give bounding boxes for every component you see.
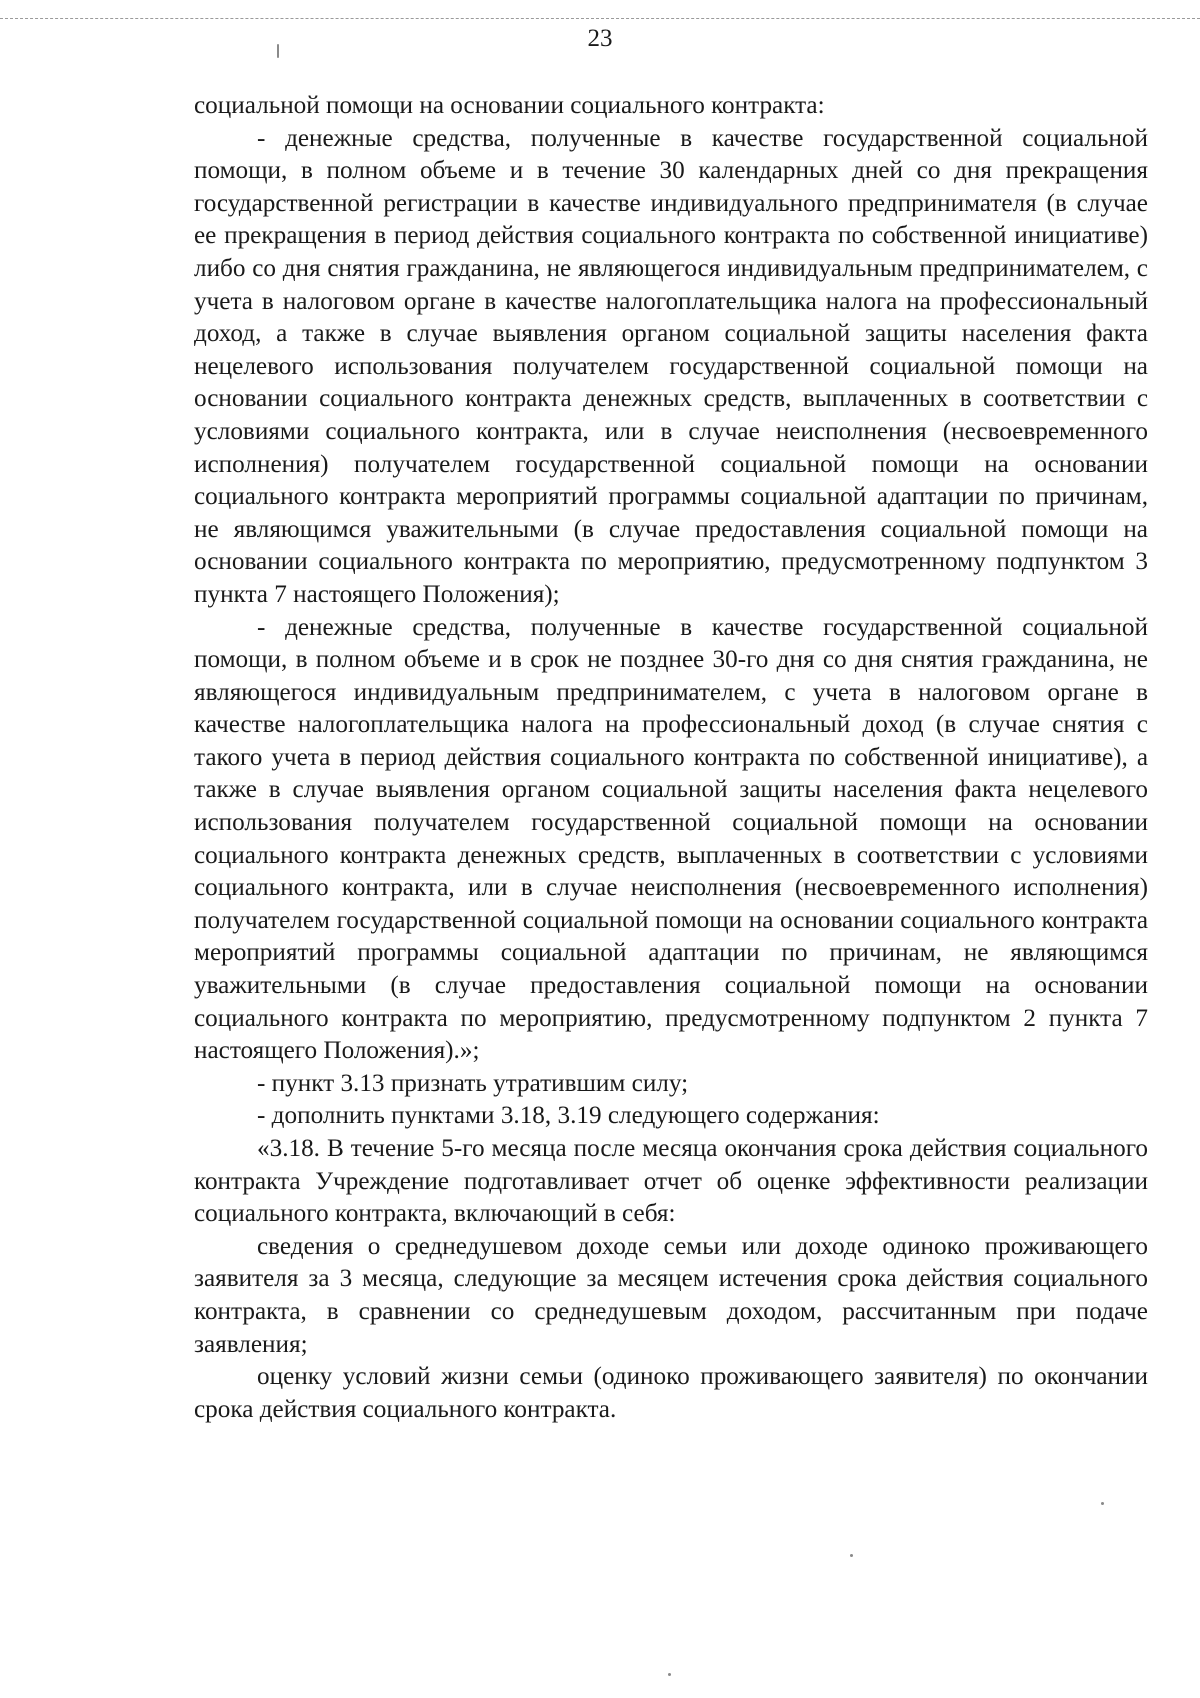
document-body [194, 90, 1148, 1426]
paragraph-item-4: - дополнить пунктами 3.18, 3.19 следующего содержания: [257, 1102, 880, 1130]
scan-speck [850, 1554, 853, 1557]
scan-speck [668, 1673, 671, 1676]
paragraph-item-2: - денежные средства, полученные в качестве государственной социальной помощи, в полном объеме и в срок не позднее 30-го дня со дня снятия гражданина, не являющегося индивидуальным предпринимателем, с учета в налоговом органе в качестве налогоплательщика налога на профессиональный доход (в случае снятия с такого учета в период действия социального контракта по собственной инициативе), а также в случае выявления органом социальной защиты населения факта нецелевого использования получателем государственной социальной помощи на основании социального контракта денежных средств, выплаченных в соответствии с условиями социального контракта, или в случае неисполнения (несвоевременного исполнения) получателем государственной социальной помощи на основании социального контракта мероприятий программы социальной адаптации по причинам, не являющимся уважительными (в случае предоставления социальной помощи на основании социального контракта по мероприятию, предусмотренному подпунктом 2 пункта 7 настоящего Положения).»; [194, 613, 1148, 1065]
paragraph-income-info: сведения о среднедушевом доходе семьи или доходе одиноко проживающего заявителя за 3 месяца, следующие за месяцем истечения срока действия социального контракта, в сравнении со среднедушевым доходом, рассчитанным при подаче заявления; [194, 1232, 1148, 1358]
paragraph-clause-3-18: «3.18. В течение 5-го месяца после месяца окончания срока действия социального контракта Учреждение подготавливает отчет об оценке эффективности реализации социального контракта, включающий в себя: [194, 1135, 1148, 1228]
page-number: 23 [587, 25, 613, 52]
scan-speck [1101, 1502, 1104, 1505]
paragraph-living-conditions: оценку условий жизни семьи (одиноко проживающего заявителя) по окончании срока действия социального контракта. [194, 1363, 1148, 1423]
paragraph-item-3: - пункт 3.13 признать утратившим силу; [257, 1069, 689, 1097]
paragraph-continuation: социальной помощи на основании социального контракта: [194, 92, 825, 119]
scan-top-edge [0, 18, 1200, 19]
paragraph-item-1: - денежные средства, полученные в качестве государственной социальной помощи, в полном объеме и в течение 30 календарных дней со дня прекращения государственной регистрации в качестве индивидуального предпринимателя (в случае ее прекращения в период действия социального контракта по собственной инициативе) либо со дня снятия гражданина, не являющегося индивидуальным предпринимателем, с учета в налоговом органе в качестве налогоплательщика налога на профессиональный доход, а также в случае выявления органом социальной защиты населения факта нецелевого использования получателем государственной социальной помощи на основании социального контракта денежных средств, выплаченных в соответствии с условиями социального контракта, или в случае неисполнения (несвоевременного исполнения) получателем государственной социальной помощи на основании социального контракта мероприятий программы социальной адаптации по причинам, не являющимся уважительными (в случае предоставления социальной помощи на основании социального контракта по мероприятию, предусмотренному подпунктом 3 пункта 7 настоящего Положения); [194, 124, 1148, 608]
